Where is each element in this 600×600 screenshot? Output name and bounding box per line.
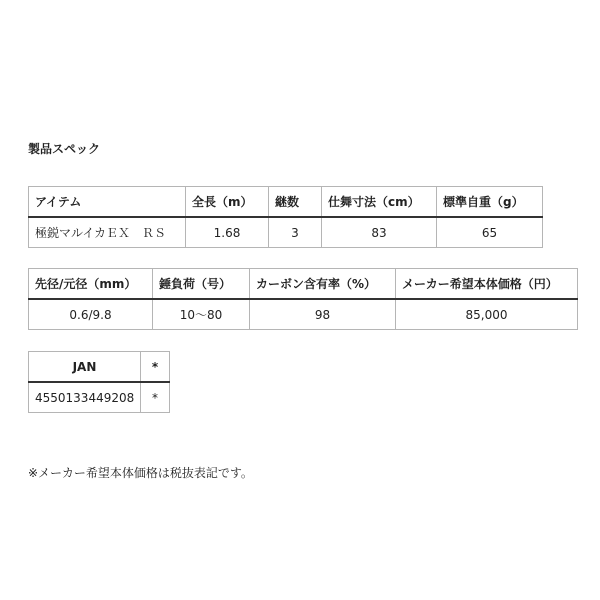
cell-weight: 65: [437, 217, 543, 248]
table-header-row: [29, 269, 578, 300]
header-asterisk: *: [141, 352, 170, 383]
cell-length: 1.68: [186, 217, 269, 248]
spec-section-title: 製品スペック: [28, 142, 101, 156]
header-tip-butt-diameter: 先径/元径（mm）: [29, 269, 153, 300]
header-price: メーカー希望本体価格（円）: [396, 269, 578, 300]
cell-jan-code: 4550133449208: [29, 382, 141, 413]
cell-sections: 3: [269, 217, 322, 248]
header-carbon-ratio: カーボン含有率（%）: [250, 269, 396, 300]
cell-tip-butt-diameter: 0.6/9.8: [29, 299, 153, 330]
spec-table-main: [28, 186, 543, 248]
header-weight: 標準自重（g）: [437, 187, 543, 218]
cell-asterisk: *: [141, 382, 170, 413]
spec-table-jan: [28, 351, 170, 413]
price-note: ※メーカー希望本体価格は税抜表記です。: [28, 466, 253, 480]
cell-item: 極鋭マルイカＥＸ ＲＳ: [29, 217, 186, 248]
table-row: [29, 299, 578, 330]
header-item: アイテム: [29, 187, 186, 218]
table-header-row: [29, 352, 170, 383]
header-closed-length: 仕舞寸法（cm）: [322, 187, 437, 218]
header-sinker-load: 錘負荷（号）: [153, 269, 250, 300]
table-row: [29, 217, 543, 248]
header-jan: JAN: [29, 352, 141, 383]
header-length: 全長（m）: [186, 187, 269, 218]
spec-table-detail: [28, 268, 578, 330]
table-row: [29, 382, 170, 413]
header-sections: 継数: [269, 187, 322, 218]
cell-price: 85,000: [396, 299, 578, 330]
cell-carbon-ratio: 98: [250, 299, 396, 330]
cell-sinker-load: 10〜80: [153, 299, 250, 330]
table-header-row: [29, 187, 543, 218]
cell-closed-length: 83: [322, 217, 437, 248]
